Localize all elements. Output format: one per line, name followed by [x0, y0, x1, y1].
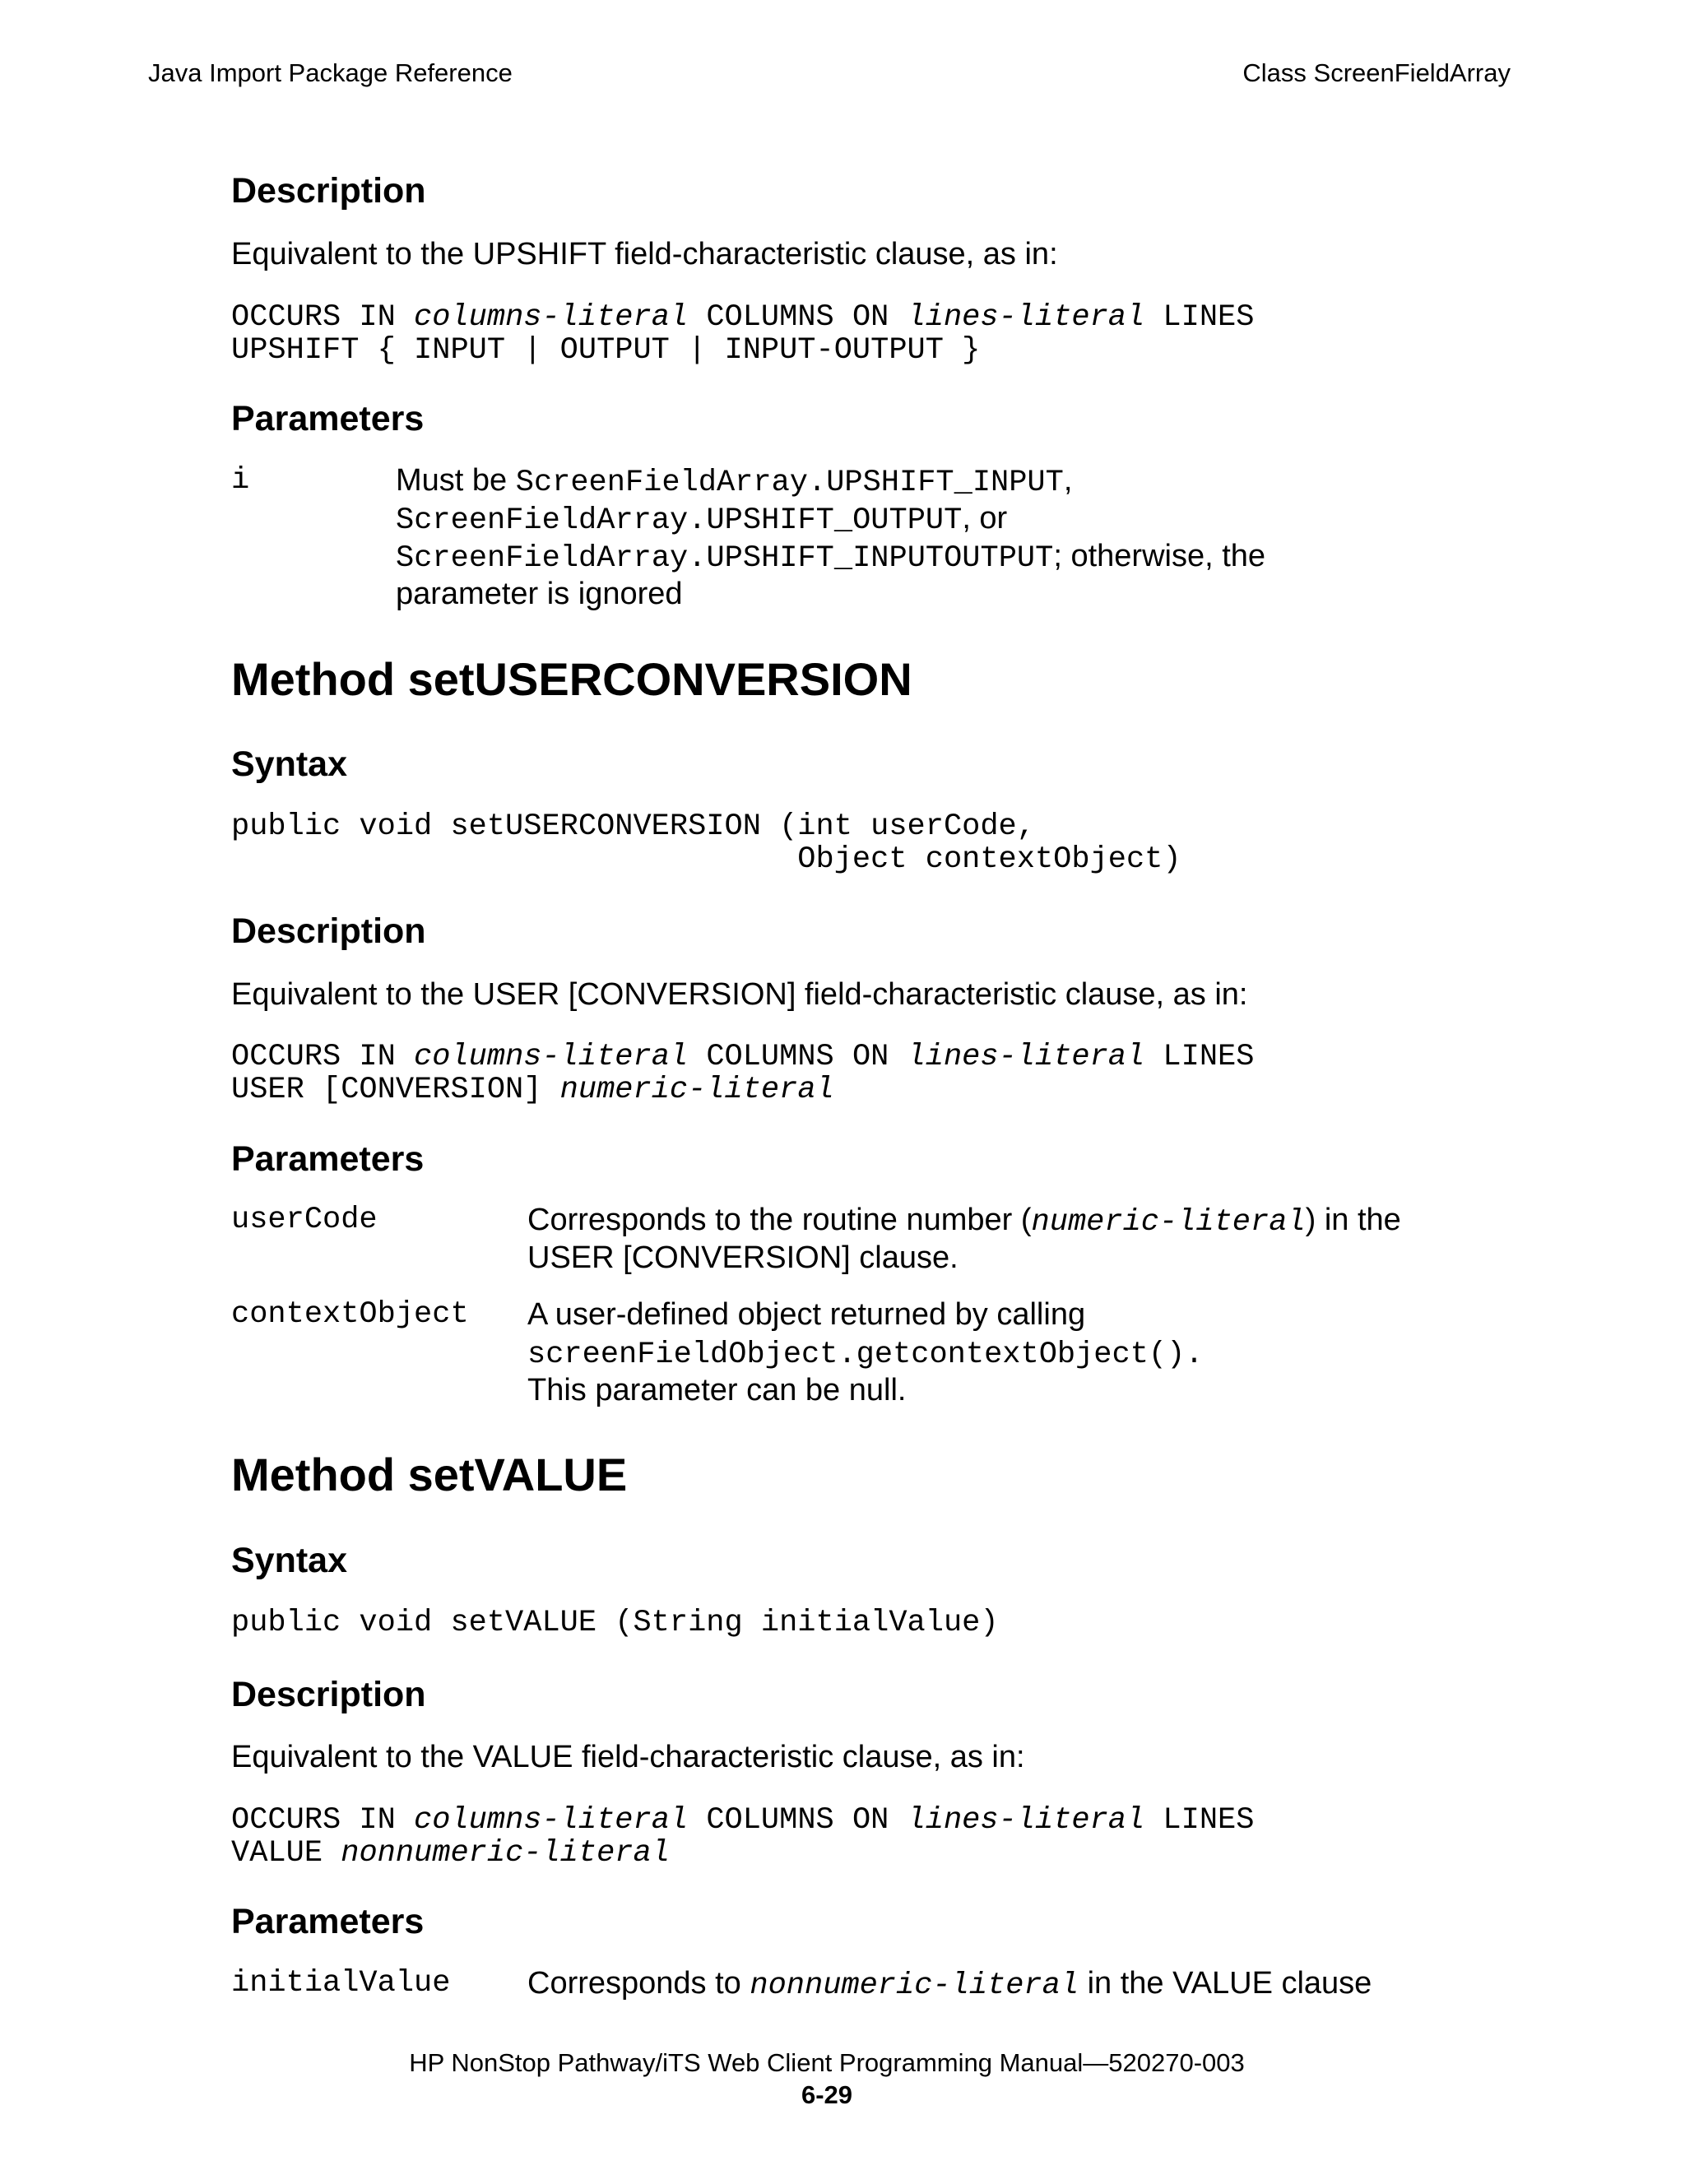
- running-header-right: Class ScreenFieldArray: [1242, 58, 1511, 87]
- parameter-description-line: This parameter can be null.: [527, 1373, 907, 1407]
- parameter-name: contextObject: [231, 1297, 469, 1332]
- description-heading: Description: [231, 1675, 426, 1714]
- code-example-line: OCCURS IN columns-literal COLUMNS ON lines-literal LINES: [231, 1040, 1255, 1074]
- method-heading: Method setUSERCONVERSION: [231, 653, 912, 705]
- code-example-line: OCCURS IN columns-literal COLUMNS ON lines-literal LINES: [231, 300, 1255, 335]
- parameters-heading: Parameters: [231, 1902, 425, 1941]
- parameter-name: i: [231, 463, 250, 498]
- parameters-heading: Parameters: [231, 399, 425, 438]
- description-heading: Description: [231, 911, 426, 951]
- parameter-description-line: ScreenFieldArray.UPSHIFT_INPUTOUTPUT; otherwise, the: [396, 539, 1266, 576]
- parameter-description-line: screenFieldObject.getcontextObject().: [527, 1338, 1204, 1372]
- parameter-description-line: USER [CONVERSION] clause.: [527, 1240, 959, 1275]
- footer-manual-title: HP NonStop Pathway/iTS Web Client Programming Manual—520270-003: [409, 2048, 1245, 2077]
- parameter-description-line: ScreenFieldArray.UPSHIFT_OUTPUT, or: [396, 501, 1008, 538]
- description-text: Equivalent to the USER [CONVERSION] field-characteristic clause, as in:: [231, 977, 1248, 1012]
- parameter-description-line: parameter is ignored: [396, 577, 683, 611]
- syntax-code-line: Object contextObject): [231, 842, 1181, 877]
- syntax-code-line: public void setVALUE (String initialValue): [231, 1606, 999, 1640]
- parameter-description-line: Corresponds to nonnumeric-literal in the VALUE clause: [527, 1966, 1372, 2003]
- parameter-description-line: Corresponds to the routine number (numeric-literal) in the: [527, 1203, 1401, 1240]
- parameters-heading: Parameters: [231, 1139, 425, 1179]
- description-heading: Description: [231, 171, 426, 211]
- parameter-name: initialValue: [231, 1966, 451, 2001]
- description-text: Equivalent to the VALUE field-characteristic clause, as in:: [231, 1740, 1025, 1774]
- syntax-heading: Syntax: [231, 744, 348, 784]
- syntax-code-line: public void setUSERCONVERSION (int userCode,: [231, 809, 1035, 844]
- syntax-heading: Syntax: [231, 1541, 348, 1580]
- parameter-name: userCode: [231, 1203, 378, 1237]
- parameter-description-line: A user-defined object returned by calling: [527, 1297, 1086, 1332]
- code-example-line: UPSHIFT { INPUT | OUTPUT | INPUT-OUTPUT }: [231, 333, 981, 368]
- parameter-description-line: Must be ScreenFieldArray.UPSHIFT_INPUT,: [396, 463, 1073, 500]
- method-heading: Method setVALUE: [231, 1449, 628, 1500]
- code-example-line: OCCURS IN columns-literal COLUMNS ON lines-literal LINES: [231, 1803, 1255, 1838]
- code-example-line: USER [CONVERSION] numeric-literal: [231, 1073, 834, 1107]
- code-example-line: VALUE nonnumeric-literal: [231, 1836, 670, 1871]
- running-header-left: Java Import Package Reference: [148, 58, 513, 87]
- page-number: 6-29: [801, 2080, 853, 2109]
- description-text: Equivalent to the UPSHIFT field-characteristic clause, as in:: [231, 237, 1058, 271]
